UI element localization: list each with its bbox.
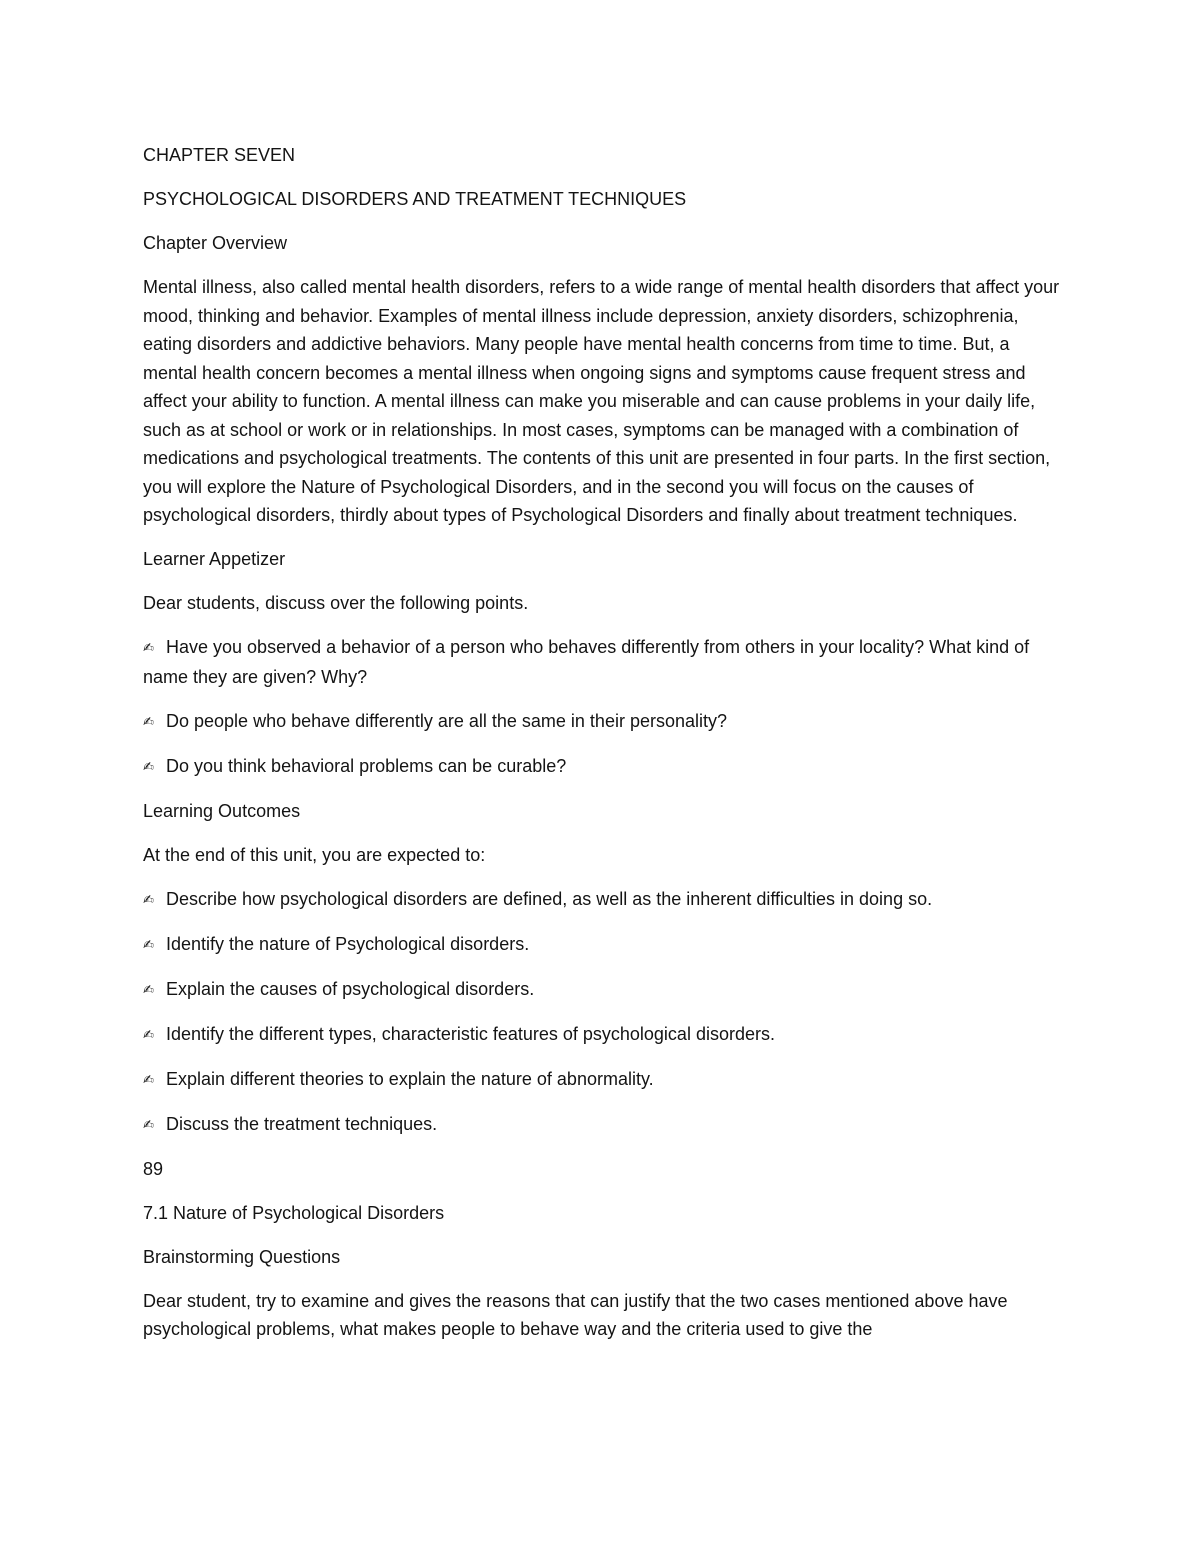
writing-hand-icon: ✍ bbox=[143, 891, 154, 907]
outcome-text: Identify the nature of Psychological disorders. bbox=[166, 933, 530, 954]
page-number: 89 bbox=[143, 1158, 164, 1179]
appetizer-point bbox=[143, 752, 1063, 782]
writing-hand-icon: ✍ bbox=[143, 1071, 154, 1087]
writing-hand-icon: ✍ bbox=[143, 981, 154, 997]
chapter-title: PSYCHOLOGICAL DISORDERS AND TREATMENT TECHNIQUES bbox=[143, 189, 687, 209]
appetizer-point-text: Do you think behavioral problems can be curable? bbox=[166, 755, 567, 776]
writing-hand-icon: ✍ bbox=[143, 1026, 154, 1042]
chapter-label: CHAPTER SEVEN bbox=[143, 145, 296, 165]
writing-hand-icon: ✍ bbox=[143, 758, 154, 774]
brainstorm-heading: Brainstorming Questions bbox=[143, 1246, 341, 1267]
outcome-text: Discuss the treatment techniques. bbox=[166, 1113, 438, 1134]
outcome-item bbox=[143, 930, 1063, 960]
appetizer-point bbox=[143, 633, 1063, 691]
outcome-item bbox=[143, 975, 1063, 1005]
appetizer-point bbox=[143, 707, 1063, 737]
brainstorm-paragraph: Dear student, try to examine and gives the reasons that can justify that the two cases mentioned above have psychological problems, what makes people to behave way and the criteria used to give the bbox=[143, 1290, 1008, 1339]
appetizer-point-text: Have you observed a behavior of a person who behaves differently from others in your locality? What kind of name they are given? Why? bbox=[143, 637, 1030, 687]
writing-hand-icon: ✍ bbox=[143, 713, 154, 729]
outcome-text: Identify the different types, characteristic features of psychological disorders. bbox=[166, 1023, 775, 1044]
document-page bbox=[143, 141, 1063, 1359]
outcome-item bbox=[143, 885, 1063, 915]
outcome-text: Explain different theories to explain the nature of abnormality. bbox=[166, 1068, 654, 1089]
outcomes-intro: At the end of this unit, you are expected to: bbox=[143, 844, 486, 865]
appetizer-point-text: Do people who behave differently are all the same in their personality? bbox=[166, 710, 728, 731]
overview-paragraph: Mental illness, also called mental health disorders, refers to a wide range of mental health disorders that affect your mood, thinking and behavior. Examples of mental illness include depression, anxiety disorders, schizophrenia, eating disorders and addictive behaviors. Many people have mental health concerns from time to time. But, a mental health concern becomes a mental illness when ongoing signs and symptoms cause frequent stress and affect your ability to function. A mental illness can make you miserable and can cause problems in your daily life, such as at school or work or in relationships. In most cases, symptoms can be managed with a combination of medications and psychological treatments. The contents of this unit are presented in four parts. In the first section, you will explore the Nature of Psychological Disorders, and in the second you will focus on the causes of psychological disorders, thirdly about types of Psychological Disorders and finally about treatment techniques. bbox=[143, 277, 1060, 525]
outcomes-heading: Learning Outcomes bbox=[143, 800, 301, 821]
writing-hand-icon: ✍ bbox=[143, 1116, 154, 1132]
outcome-item bbox=[143, 1065, 1063, 1095]
outcome-text: Describe how psychological disorders are defined, as well as the inherent difficulties in doing so. bbox=[166, 888, 933, 909]
writing-hand-icon: ✍ bbox=[143, 640, 154, 655]
outcome-item bbox=[143, 1020, 1063, 1050]
section-heading: 7.1 Nature of Psychological Disorders bbox=[143, 1202, 445, 1223]
outcome-text: Explain the causes of psychological disorders. bbox=[166, 978, 535, 999]
appetizer-intro: Dear students, discuss over the following points. bbox=[143, 593, 529, 613]
overview-heading: Chapter Overview bbox=[143, 233, 288, 253]
appetizer-heading: Learner Appetizer bbox=[143, 549, 286, 569]
outcome-item bbox=[143, 1110, 1063, 1140]
writing-hand-icon: ✍ bbox=[143, 936, 154, 952]
